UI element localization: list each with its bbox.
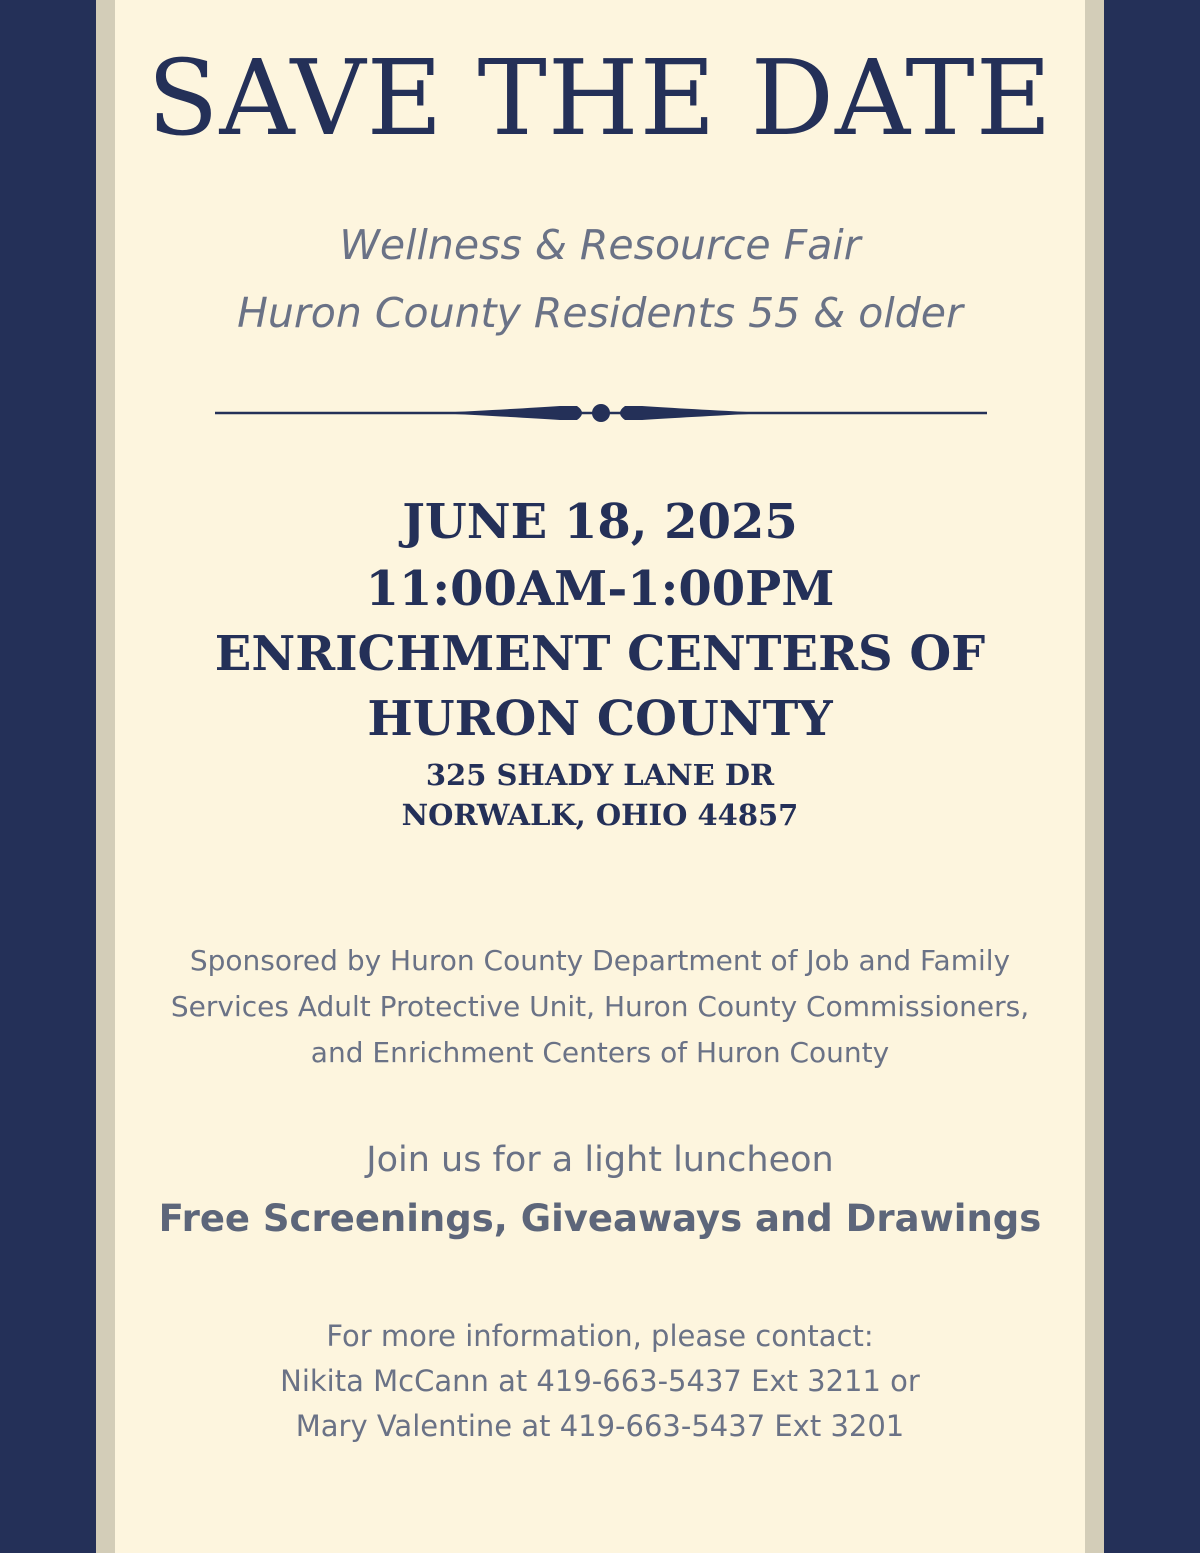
left-border — [0, 0, 96, 1553]
venue-name-line2: HURON COUNTY — [367, 691, 833, 747]
venue-name-line1: ENRICHMENT CENTERS OF — [214, 626, 986, 682]
page-title: SAVE THE DATE — [147, 37, 1053, 159]
right-border — [1104, 0, 1200, 1553]
sponsor-line: Sponsored by Huron County Department of Job and Family — [189, 944, 1011, 977]
freebies-headline: Free Screenings, Giveaways and Drawings — [158, 1197, 1042, 1240]
flyer-panel — [115, 0, 1085, 1553]
right-trim — [1085, 0, 1104, 1553]
venue-city-state-zip: NORWALK, OHIO 44857 — [401, 798, 799, 832]
venue-street-address: 325 SHADY LANE DR — [425, 758, 775, 792]
luncheon-invite: Join us for a light luncheon — [366, 1140, 834, 1180]
sponsor-text — [155, 938, 1045, 1076]
contact-intro: For more information, please contact: — [326, 1319, 874, 1353]
event-audience: Huron County Residents 55 & older — [237, 289, 963, 337]
contact-person: Mary Valentine at 419-663-5437 Ext 3201 — [295, 1409, 905, 1443]
contact-info — [115, 1314, 1085, 1449]
sponsor-line: Services Adult Protective Unit, Huron County Commissioners, — [170, 990, 1030, 1023]
ornamental-divider-icon — [215, 398, 987, 428]
event-date: JUNE 18, 2025 — [402, 494, 798, 550]
event-name: Wellness & Resource Fair — [339, 221, 861, 269]
contact-person: Nikita McCann at 419-663-5437 Ext 3211 or — [280, 1364, 920, 1398]
event-time: 11:00AM-1:00PM — [365, 561, 835, 617]
left-trim — [96, 0, 115, 1553]
sponsor-line: and Enrichment Centers of Huron County — [310, 1036, 890, 1069]
